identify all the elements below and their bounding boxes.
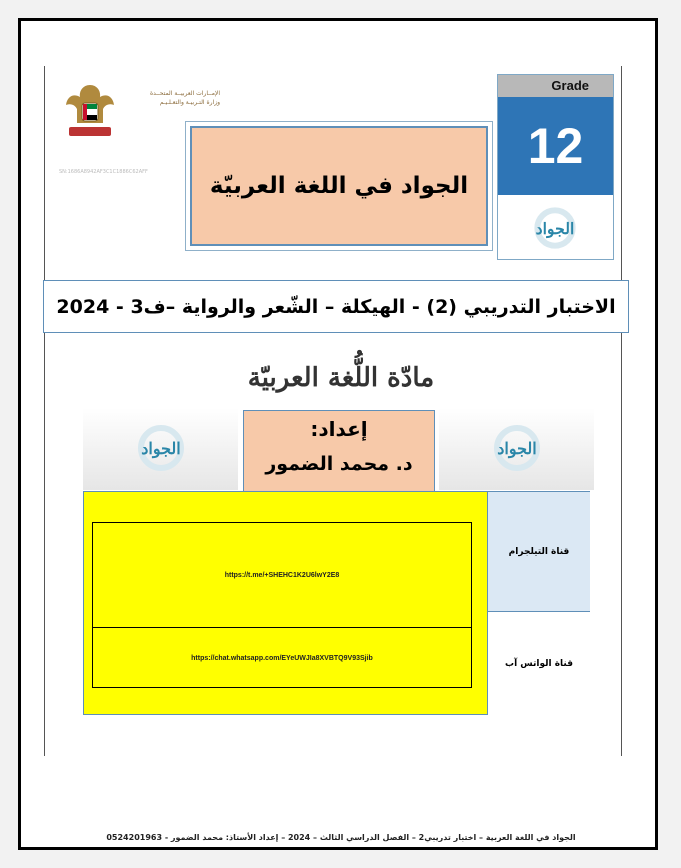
page-frame — [18, 18, 658, 850]
author-label: إعداد: — [310, 417, 368, 441]
telegram-link-row — [93, 523, 471, 628]
side-logo-card-right — [439, 408, 594, 490]
whatsapp-link[interactable]: https://chat.whatsapp.com/EYeUWJIa8XVBTQ9V93Sjib — [191, 654, 373, 662]
telegram-link[interactable]: https://t.me/+SHEHC1K2U6lwY2E8 — [224, 571, 340, 579]
ministry-text — [125, 89, 220, 107]
grade-number: 12 — [498, 97, 613, 195]
subject-title: مادّة اللُّغة العربيّة — [247, 363, 435, 393]
grade-box — [497, 74, 614, 260]
aljawad-logo-icon — [489, 418, 545, 478]
author-name: د. محمد الضمور — [265, 453, 413, 475]
exam-title: الاختبار التدريبي (2) - الهيكلة – الشّعر والرواية –ف3 - 2024 — [56, 295, 616, 318]
aljawad-logo-icon — [498, 199, 613, 257]
links-inner-frame — [92, 522, 472, 688]
title-box — [185, 121, 493, 251]
aljawad-logo-icon — [133, 418, 189, 478]
ministry-line: الإمــارات العربيــة المتحــدة — [149, 90, 220, 97]
links-yellow-panel — [84, 492, 488, 714]
page-title: الجواد في اللغة العربيّة — [209, 173, 469, 199]
side-logo-card-left — [83, 408, 238, 490]
exam-title-box — [43, 280, 629, 333]
logo-text: الجواد — [141, 439, 181, 458]
telegram-label: قناة التيلجرام — [488, 492, 590, 612]
logo-text: الجواد — [497, 439, 537, 458]
left-rule — [44, 66, 45, 756]
links-table — [83, 491, 590, 715]
ministry-line: وزارة التـربيـة والتعـلـيـم — [159, 99, 220, 106]
uae-emblem-icon — [63, 79, 117, 143]
author-box — [243, 410, 435, 494]
whatsapp-label: قناة الواتس آب — [488, 612, 590, 715]
logo-text: الجواد — [535, 218, 575, 238]
right-rule — [621, 66, 622, 756]
whatsapp-link-row — [93, 628, 471, 688]
footer: الجواد في اللغة العربية – اختبار تدريبي2 – الفصل الدراسي الثالث – 2024 – إعداد الأستاذ: محمد الضمور - 0524201963 — [106, 833, 576, 842]
grade-label: Grade — [498, 75, 613, 97]
title-inner — [190, 126, 488, 246]
serial-number: SN:1686A8942AF3C1C1886C62AFF — [59, 169, 148, 175]
